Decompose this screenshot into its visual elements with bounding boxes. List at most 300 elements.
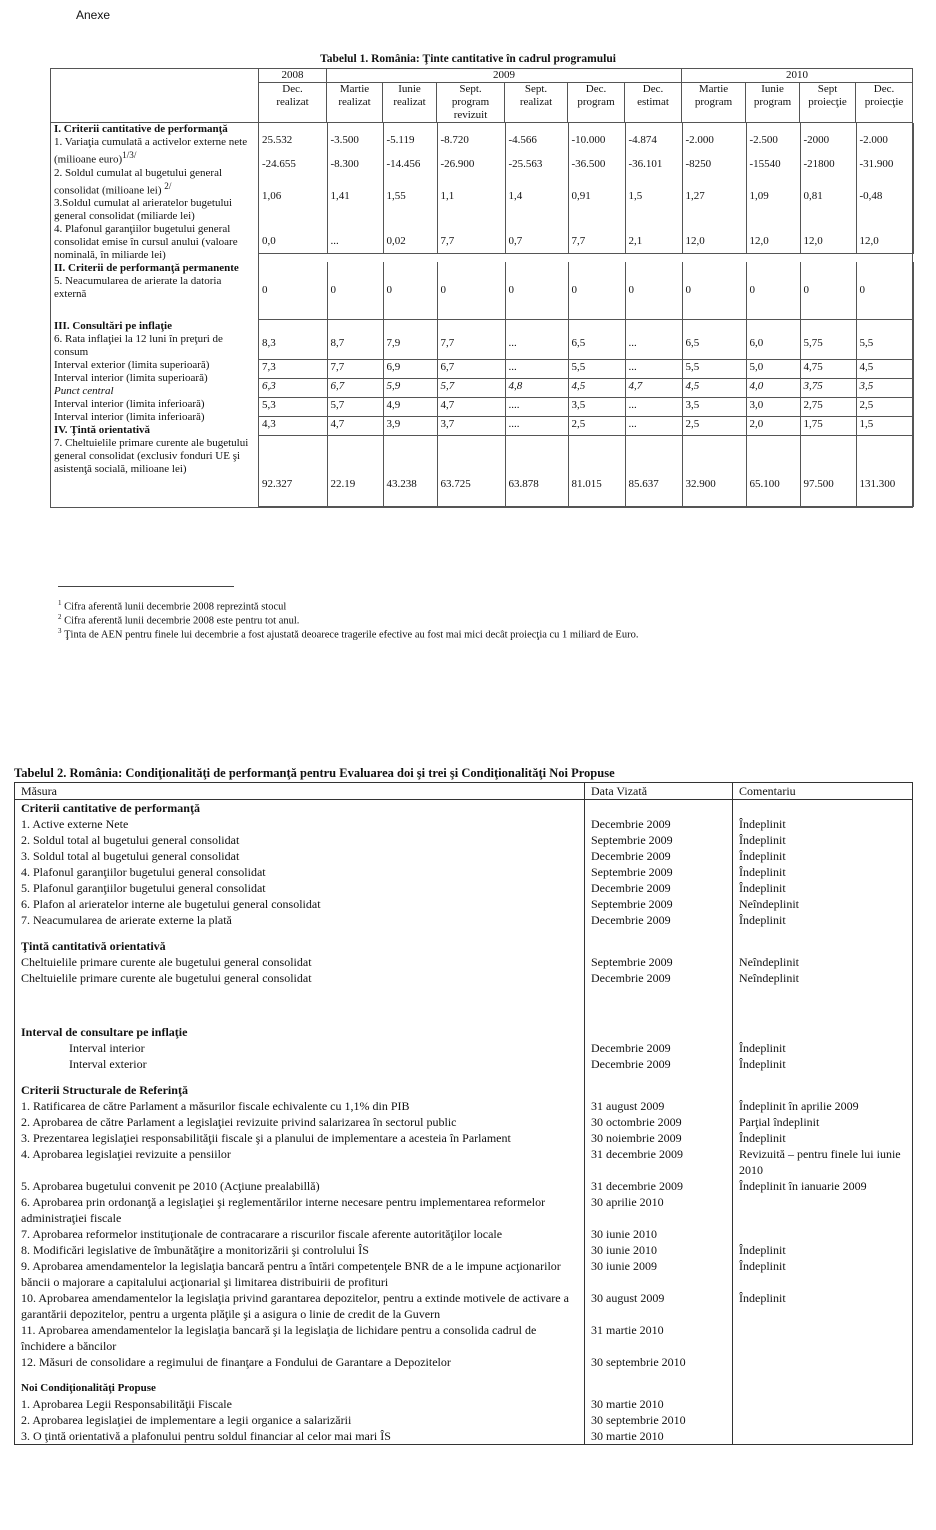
table1-row — [51, 320, 913, 508]
value-cell: 6,5 — [568, 320, 625, 359]
date-cell — [585, 1024, 733, 1040]
column-header: Dec. program — [568, 83, 625, 123]
table-row — [15, 1226, 913, 1242]
value-cell: -2.000 — [682, 123, 746, 150]
value-cell: -8.720 — [437, 123, 505, 150]
value-cell: 7,9 — [383, 320, 437, 359]
measure-cell: 2. Soldul total al bugetului general consolidat — [15, 832, 585, 848]
value-cell: 97.500 — [800, 436, 856, 507]
value-cell: 5,9 — [383, 378, 437, 397]
value-cell: 0 — [682, 262, 746, 320]
value-cell: 6,7 — [327, 378, 383, 397]
value-cell: 8,7 — [327, 320, 383, 359]
section-row — [15, 1082, 913, 1098]
comment-cell: Îndeplinit — [733, 848, 913, 864]
table-row — [15, 896, 913, 912]
table2-title: Tabelul 2. România: Condiţionalităţi de performanţă pentru Evaluarea doi şi trei şi Condiţionalităţi Noi Propuse — [14, 766, 615, 780]
footnote: $^3$ Ţinta de AEN pentru finele lui decembrie a fost ajustată deoarece tragerile efective au fost mai mici decât proiecţia cu 1 miliard de Euro. — [58, 627, 639, 641]
comment-cell — [733, 1082, 913, 1098]
value-row — [259, 207, 913, 254]
table-row — [15, 1072, 913, 1082]
table-row — [15, 1428, 913, 1445]
date-cell: 31 decembrie 2009 — [585, 1146, 733, 1178]
date-cell: 31 august 2009 — [585, 1098, 733, 1114]
value-cell: 4,9 — [383, 397, 437, 416]
row-label: 4. Plafonul garanţiilor bugetului general consolidat emise în cursul anului (valoare nominală, în miliarde lei) — [54, 223, 238, 262]
column-header: Sept proiecţie — [800, 83, 856, 123]
measure-cell: Cheltuielile primare curente ale bugetului general consolidat — [15, 970, 585, 986]
date-cell — [585, 928, 733, 938]
comment-cell — [733, 1226, 913, 1242]
measure-cell: 6. Plafon al arieratelor interne ale bugetului general consolidat — [15, 896, 585, 912]
value-cell: .... — [505, 397, 568, 416]
table-row — [15, 912, 913, 928]
table2 — [14, 782, 913, 1445]
comment-cell — [733, 928, 913, 938]
comment-cell — [733, 1370, 913, 1380]
table-row — [15, 928, 913, 938]
measure-cell — [15, 1072, 585, 1082]
row-label: Interval interior (limita inferioară) — [54, 411, 205, 424]
date-cell: Septembrie 2009 — [585, 954, 733, 970]
value-cell: 6,0 — [746, 320, 800, 359]
table-row — [15, 816, 913, 832]
value-cell: -31.900 — [856, 150, 913, 174]
comment-cell: Îndeplinit — [733, 1040, 913, 1056]
value-cell: 63.878 — [505, 436, 568, 507]
measure-cell: 12. Măsuri de consolidare a regimului de finanţare a Fondului de Garantare a Depozitelor — [15, 1354, 585, 1370]
date-cell — [585, 1072, 733, 1082]
date-cell — [585, 986, 733, 1024]
value-cell: 8,3 — [259, 320, 327, 359]
value-cell: 3,9 — [383, 416, 437, 435]
section-row — [15, 1024, 913, 1040]
value-cell: 0 — [800, 262, 856, 320]
date-cell — [585, 1380, 733, 1396]
measure-cell: 1. Active externe Nete — [15, 816, 585, 832]
value-row — [259, 262, 913, 320]
value-cell: -3.500 — [327, 123, 383, 150]
value-cell: ... — [505, 359, 568, 378]
date-cell — [585, 938, 733, 954]
value-cell: 6,9 — [383, 359, 437, 378]
value-cell: 1,1 — [437, 173, 505, 207]
value-cell: 7,7 — [437, 320, 505, 359]
table-row — [15, 1412, 913, 1428]
date-cell: Septembrie 2009 — [585, 864, 733, 880]
comment-cell — [733, 1396, 913, 1412]
value-cell: 4,3 — [259, 416, 327, 435]
footnote-separator — [58, 586, 234, 587]
comment-cell: Revizuită – pentru finele lui iunie 2010 — [733, 1146, 913, 1178]
value-cell: 2,5 — [856, 397, 913, 416]
comment-cell — [733, 1194, 913, 1226]
table-row — [15, 1146, 913, 1178]
value-cell: 5,7 — [327, 397, 383, 416]
measure-cell — [15, 1370, 585, 1380]
table-row — [15, 864, 913, 880]
date-cell — [585, 1082, 733, 1098]
row-label: Interval interior (limita inferioară) — [54, 398, 205, 411]
comment-cell: Îndeplinit — [733, 864, 913, 880]
value-cell: 1,4 — [505, 173, 568, 207]
value-cell: -2.500 — [746, 123, 800, 150]
date-cell: Decembrie 2009 — [585, 848, 733, 864]
value-row — [259, 320, 913, 359]
measure-cell: Ţintă cantitativă orientativă — [15, 938, 585, 954]
column-header: Dec. proiecţie — [856, 83, 913, 123]
date-cell: 30 martie 2010 — [585, 1396, 733, 1412]
table-row — [15, 1098, 913, 1114]
value-cell: ... — [625, 397, 682, 416]
value-cell: 131.300 — [856, 436, 913, 507]
value-cell: 4,8 — [505, 378, 568, 397]
value-cell: ... — [505, 320, 568, 359]
value-cell: 0,81 — [800, 173, 856, 207]
section-heading: IV. Ţintă orientativă — [54, 424, 151, 437]
value-cell: -24.655 — [259, 150, 327, 174]
value-cell: 4,0 — [746, 378, 800, 397]
table1 — [50, 68, 913, 508]
table1-title: Tabelul 1. România: Ţinte cantitative în cadrul programului — [320, 53, 616, 65]
value-cell: 0 — [746, 262, 800, 320]
value-cell: -25.563 — [505, 150, 568, 174]
measure-cell — [15, 986, 585, 1024]
value-cell: 3,5 — [682, 397, 746, 416]
value-cell: 63.725 — [437, 436, 505, 507]
column-header: Martie program — [682, 83, 746, 123]
column-header: Martie realizat — [327, 83, 383, 123]
measure-cell: 10. Aprobarea amendamentelor la legislaţia privind garantarea depozitelor, pentru a extinde motivele de activare a garantării depozitelor, pentru a urgenta plăţile şi a asigura o linie de credit de la Guvern — [15, 1290, 585, 1322]
value-cell: 1,5 — [625, 173, 682, 207]
comment-cell — [733, 1380, 913, 1396]
table-row — [15, 1056, 913, 1072]
footnote: $^1$ Cifra aferentă lunii decembrie 2008 reprezintă stocul — [58, 599, 287, 613]
value-cell: 5,3 — [259, 397, 327, 416]
measure-cell: 7. Aprobarea reformelor instituţionale de contracarare a riscurilor fiscale aferente autorităţilor locale — [15, 1226, 585, 1242]
comment-cell: Îndeplinit — [733, 1130, 913, 1146]
column-header: Dec. estimat — [625, 83, 682, 123]
comment-cell — [733, 800, 913, 817]
date-cell — [585, 800, 733, 817]
value-cell: ... — [625, 416, 682, 435]
comment-cell: Neîndeplinit — [733, 970, 913, 986]
value-cell: 4,7 — [327, 416, 383, 435]
row-label: Interval interior (limita superioară) — [54, 372, 208, 385]
date-cell: 30 septembrie 2010 — [585, 1354, 733, 1370]
column-header: Sept. program revizuit — [437, 83, 505, 123]
value-cell: 4,5 — [568, 378, 625, 397]
column-header-date: Data Vizată — [585, 783, 733, 800]
row-label: Punct central — [54, 385, 114, 398]
date-cell: 30 octombrie 2009 — [585, 1114, 733, 1130]
value-cell: 32.900 — [682, 436, 746, 507]
date-cell: 30 aprilie 2010 — [585, 1194, 733, 1226]
table-row — [15, 1354, 913, 1370]
value-cell: 2,0 — [746, 416, 800, 435]
date-cell: Decembrie 2009 — [585, 1040, 733, 1056]
table2-header-row — [15, 783, 913, 800]
value-cell: 5,7 — [437, 378, 505, 397]
value-cell: 3,5 — [856, 378, 913, 397]
row-label: 1. Variaţia cumulată a activelor externe nete (milioane euro)$^{1/3/}$ — [54, 136, 248, 166]
value-cell: 85.637 — [625, 436, 682, 507]
value-cell: 12,0 — [746, 207, 800, 254]
value-cell: 12,0 — [800, 207, 856, 254]
measure-cell: 8. Modificări legislative de îmbunătăţire a monitorizării şi controlului ÎS — [15, 1242, 585, 1258]
row-label: 3.Soldul cumulat al arieratelor bugetului general consolidat (miliarde lei) — [54, 197, 233, 223]
value-cell: 1,75 — [800, 416, 856, 435]
value-cell: 5,0 — [746, 359, 800, 378]
measure-cell: Criterii Structurale de Referinţă — [15, 1082, 585, 1098]
table-row — [15, 1258, 913, 1290]
value-cell: 5,5 — [568, 359, 625, 378]
value-row — [259, 436, 913, 507]
year-header: 2010 — [682, 69, 913, 83]
date-cell: 31 martie 2010 — [585, 1322, 733, 1354]
values-grid — [259, 320, 914, 507]
value-row — [259, 416, 913, 435]
value-cell: 4,5 — [856, 359, 913, 378]
value-cell: 1,06 — [259, 173, 327, 207]
value-cell: ... — [625, 320, 682, 359]
section-row — [15, 1380, 913, 1396]
table-row — [15, 1178, 913, 1194]
measure-cell: 9. Aprobarea amendamentelor la legislaţia bancară pentru a întări competenţele BNR de a le impune acţionarilor băncii o majorare a capitalului acţionarial şi limitarea distribuirii de profituri — [15, 1258, 585, 1290]
value-cell: -4.566 — [505, 123, 568, 150]
value-cell: -36.500 — [568, 150, 625, 174]
comment-cell: Îndeplinit — [733, 912, 913, 928]
value-cell: 4,7 — [625, 378, 682, 397]
table1-values-block-2 — [259, 262, 913, 320]
table-row — [15, 1242, 913, 1258]
value-cell: 1,09 — [746, 173, 800, 207]
date-cell: 30 iunie 2010 — [585, 1226, 733, 1242]
value-row — [259, 397, 913, 416]
column-header-comment: Comentariu — [733, 783, 913, 800]
value-cell: 3,5 — [568, 397, 625, 416]
comment-cell: Îndeplinit — [733, 1056, 913, 1072]
value-cell: 3,0 — [746, 397, 800, 416]
value-cell: -5.119 — [383, 123, 437, 150]
date-cell: 30 iunie 2010 — [585, 1242, 733, 1258]
value-cell: -0,48 — [856, 173, 913, 207]
date-cell: Septembrie 2009 — [585, 832, 733, 848]
measure-cell — [15, 928, 585, 938]
date-cell — [585, 1370, 733, 1380]
comment-cell: Îndeplinit — [733, 1258, 913, 1290]
comment-cell — [733, 1428, 913, 1445]
table1-row — [51, 123, 913, 263]
measure-cell: Interval interior — [15, 1040, 585, 1056]
comment-cell — [733, 1024, 913, 1040]
value-cell: 0 — [437, 262, 505, 320]
measure-cell: 5. Aprobarea bugetului convenit pe 2010 (Acţiune prealabillă) — [15, 1178, 585, 1194]
value-cell: 25.532 — [259, 123, 327, 150]
comment-cell: Parţial îndeplinit — [733, 1114, 913, 1130]
value-cell: 5,5 — [682, 359, 746, 378]
value-cell: 0 — [568, 262, 625, 320]
comment-cell: Îndeplinit — [733, 1242, 913, 1258]
date-cell: Decembrie 2009 — [585, 912, 733, 928]
value-row — [259, 378, 913, 397]
date-cell: 30 septembrie 2010 — [585, 1412, 733, 1428]
value-cell: 92.327 — [259, 436, 327, 507]
table-row — [15, 848, 913, 864]
comment-cell — [733, 986, 913, 1024]
value-cell: -36.101 — [625, 150, 682, 174]
measure-cell: 2. Aprobarea legislaţiei de implementare a legii organice a salarizării — [15, 1412, 585, 1428]
table-row — [15, 1322, 913, 1354]
value-cell: -21800 — [800, 150, 856, 174]
value-cell: -8.300 — [327, 150, 383, 174]
value-cell: 43.238 — [383, 436, 437, 507]
date-cell: 30 noiembrie 2009 — [585, 1130, 733, 1146]
table1-row-labels — [51, 262, 259, 320]
table-row — [15, 832, 913, 848]
value-cell: 2,5 — [682, 416, 746, 435]
measure-cell: 1. Ratificarea de către Parlament a măsurilor fiscale echivalente cu 1,1% din PIB — [15, 1098, 585, 1114]
value-cell: 1,5 — [856, 416, 913, 435]
value-cell: 12,0 — [856, 207, 913, 254]
comment-cell — [733, 1072, 913, 1082]
values-grid — [259, 123, 914, 254]
value-row — [259, 173, 913, 207]
comment-cell — [733, 938, 913, 954]
page-label: Anexe — [76, 8, 111, 22]
value-cell: 1,27 — [682, 173, 746, 207]
date-cell: 31 decembrie 2009 — [585, 1178, 733, 1194]
value-cell: 5,75 — [800, 320, 856, 359]
table1-row-labels — [51, 320, 259, 508]
value-cell: 0 — [259, 262, 327, 320]
value-cell: 7,3 — [259, 359, 327, 378]
values-grid — [259, 262, 914, 320]
value-cell: 65.100 — [746, 436, 800, 507]
value-cell: -15540 — [746, 150, 800, 174]
table1-corner — [51, 69, 259, 123]
value-cell: -4.874 — [625, 123, 682, 150]
section-heading: I. Criterii cantitative de performanţă — [54, 123, 228, 135]
measure-cell: 3. Prezentarea legislaţiei responsabilităţii fiscale şi a planului de implementare a acesteia în Parlament — [15, 1130, 585, 1146]
value-cell: 12,0 — [682, 207, 746, 254]
date-cell: Decembrie 2009 — [585, 816, 733, 832]
comment-cell: Îndeplinit în ianuarie 2009 — [733, 1178, 913, 1194]
comment-cell — [733, 1412, 913, 1428]
comment-cell: Neîndeplinit — [733, 896, 913, 912]
table-row — [15, 1040, 913, 1056]
value-cell: 81.015 — [568, 436, 625, 507]
measure-cell: 1. Aprobarea Legii Responsabilităţii Fiscale — [15, 1396, 585, 1412]
comment-cell: Îndeplinit — [733, 1290, 913, 1322]
measure-cell: Interval de consultare pe inflaţie — [15, 1024, 585, 1040]
value-cell: 6,7 — [437, 359, 505, 378]
measure-cell: 3. Soldul total al bugetului general consolidat — [15, 848, 585, 864]
column-header: Iunie program — [746, 83, 800, 123]
date-cell: Decembrie 2009 — [585, 880, 733, 896]
table-row — [15, 1130, 913, 1146]
value-cell: 4,5 — [682, 378, 746, 397]
value-cell: 2,5 — [568, 416, 625, 435]
measure-cell: Criterii cantitative de performanţă — [15, 800, 585, 817]
section-heading: III. Consultări pe inflaţie — [54, 320, 172, 333]
value-cell: 2,75 — [800, 397, 856, 416]
value-cell: ... — [625, 359, 682, 378]
measure-cell: Interval exterior — [15, 1056, 585, 1072]
table-row — [15, 880, 913, 896]
column-header: Iunie realizat — [383, 83, 437, 123]
value-cell: 6,5 — [682, 320, 746, 359]
column-header: Sept. realizat — [505, 83, 568, 123]
value-cell: -10.000 — [568, 123, 625, 150]
row-label: 2. Soldul cumulat al bugetului general consolidat (milioane lei) $^{2/}$ — [54, 166, 223, 197]
date-cell: 30 august 2009 — [585, 1290, 733, 1322]
value-cell: 0 — [505, 262, 568, 320]
value-cell: 4,7 — [437, 397, 505, 416]
value-cell: 2,1 — [625, 207, 682, 254]
measure-cell: 3. O ţintă orientativă a plafonului pentru soldul financiar al celor mai mari ÎS — [15, 1428, 585, 1445]
value-cell: 0,02 — [383, 207, 437, 254]
date-cell: 30 martie 2010 — [585, 1428, 733, 1445]
measure-cell: 5. Plafonul garanţiilor bugetului general consolidat — [15, 880, 585, 896]
value-cell: 0,7 — [505, 207, 568, 254]
table-row — [15, 1370, 913, 1380]
date-cell: Decembrie 2009 — [585, 1056, 733, 1072]
date-cell: Decembrie 2009 — [585, 970, 733, 986]
value-cell: 0,91 — [568, 173, 625, 207]
date-cell: 30 iunie 2009 — [585, 1258, 733, 1290]
value-cell: 0 — [383, 262, 437, 320]
value-cell: -2000 — [800, 123, 856, 150]
section-row — [15, 938, 913, 954]
value-cell: 1,41 — [327, 173, 383, 207]
measure-cell: Noi Condiţionalităţi Propuse — [15, 1380, 585, 1396]
value-cell: -26.900 — [437, 150, 505, 174]
table-row — [15, 1114, 913, 1130]
value-cell: 22.19 — [327, 436, 383, 507]
value-cell: 0,0 — [259, 207, 327, 254]
comment-cell: Îndeplinit — [733, 880, 913, 896]
table-row — [15, 954, 913, 970]
value-cell: 7,7 — [437, 207, 505, 254]
value-cell: 7,7 — [327, 359, 383, 378]
value-cell: 0 — [327, 262, 383, 320]
comment-cell: Îndeplinit — [733, 832, 913, 848]
measure-cell: 7. Neacumularea de arierate externe la plată — [15, 912, 585, 928]
table1-year-row — [51, 69, 913, 83]
row-label: 6. Rata inflaţiei la 12 luni în preţuri de consum — [54, 333, 223, 359]
section-row — [15, 800, 913, 817]
column-header-measure: Măsura — [15, 783, 585, 800]
table-row — [15, 970, 913, 986]
year-header: 2009 — [327, 69, 682, 83]
value-cell: -8250 — [682, 150, 746, 174]
comment-cell: Îndeplinit — [733, 816, 913, 832]
measure-cell: Cheltuielile primare curente ale bugetului general consolidat — [15, 954, 585, 970]
value-cell: 3,75 — [800, 378, 856, 397]
row-label: Interval exterior (limita superioară) — [54, 359, 210, 372]
value-cell: 4,75 — [800, 359, 856, 378]
table1-values-block-1 — [259, 123, 913, 263]
value-row — [259, 150, 913, 174]
table-row — [15, 1194, 913, 1226]
table1-values-block-3 — [259, 320, 913, 508]
table-row — [15, 1290, 913, 1322]
section-heading: II. Criterii de performanţă permanente — [54, 262, 239, 275]
table1-row-labels — [51, 123, 259, 263]
value-cell: 1,55 — [383, 173, 437, 207]
value-cell: 6,3 — [259, 378, 327, 397]
